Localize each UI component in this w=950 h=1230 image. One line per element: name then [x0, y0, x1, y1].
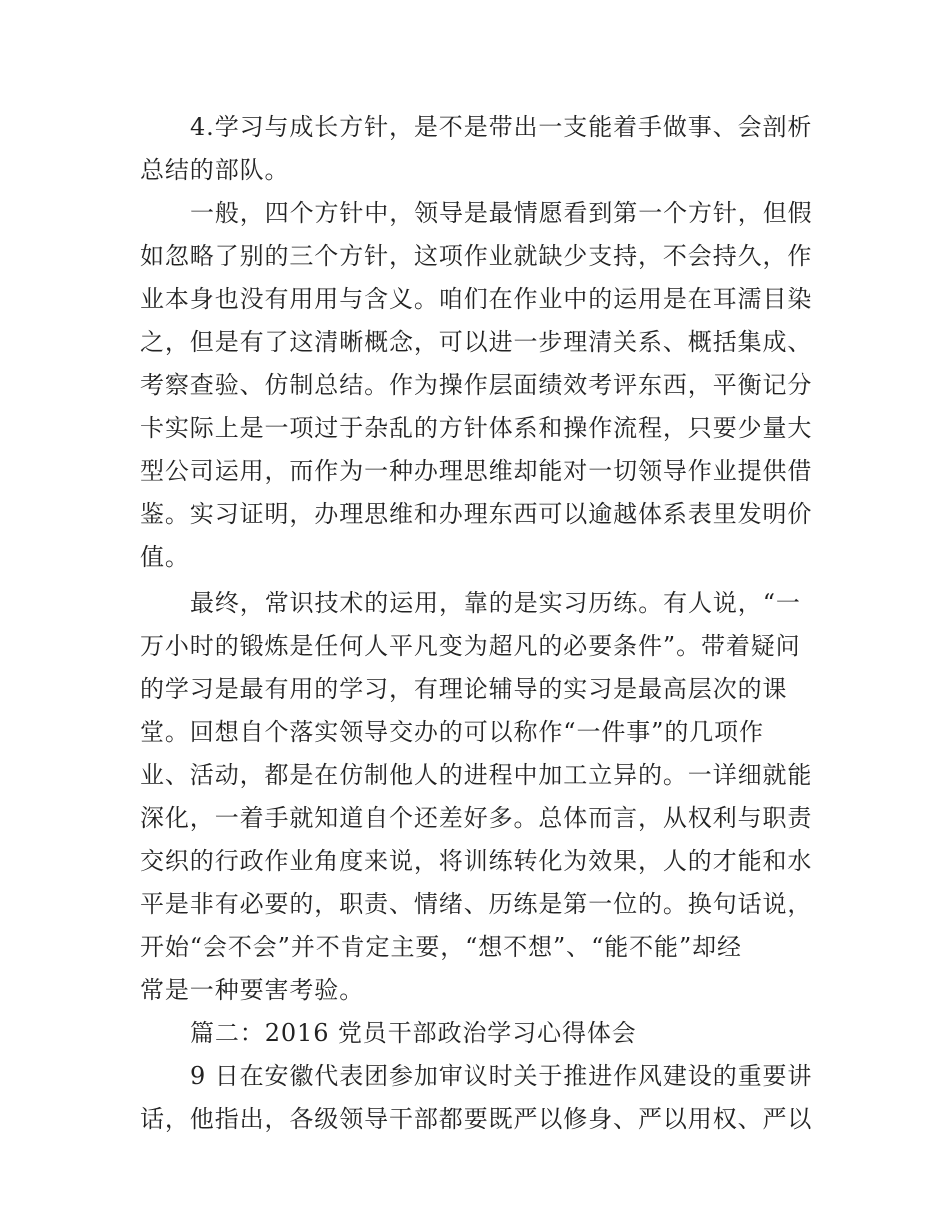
text-line: 之，但是有了这清晰概念，可以进一步理清关系、概括集成、	[140, 328, 813, 356]
text-line: 卡实际上是一项过于杂乱的方针体系和操作流程，只要少量大	[140, 414, 813, 442]
text-line: 堂。回想自个落实领导交办的可以称作“一件事”的几项作	[140, 718, 764, 746]
text-line: 平是非有必要的，职责、情绪、历练是第一位的。换句话说，	[140, 890, 813, 918]
text-line: 4.学习与成长方针，是不是带出一支能着手做事、会剖析	[190, 113, 813, 141]
text-line: 一般，四个方针中，领导是最情愿看到第一个方针，但假	[190, 199, 813, 227]
text-line: 万小时的锻炼是任何人平凡变为超凡的必要条件”。带着疑问	[140, 632, 801, 660]
text-line: 总结的部队。	[140, 156, 290, 184]
text-line: 如忽略了别的三个方针，这项作业就缺少支持，不会持久，作	[140, 242, 813, 270]
text-line: 常是一种要害考验。	[140, 976, 365, 1004]
text-line: 值。	[140, 543, 190, 571]
text-line: 考察查验、仿制总结。作为操作层面绩效考评东西，平衡记分	[140, 371, 813, 399]
text-line: 型公司运用，而作为一种办理思维却能对一切领导作业提供借	[140, 457, 813, 485]
text-line: 开始“会不会”并不肯定主要，“想不想”、“能不能”却经	[140, 933, 742, 961]
text-line: 最终，常识技术的运用，靠的是实习历练。有人说，“一	[190, 589, 801, 617]
text-line: 鉴。实习证明，办理思维和办理东西可以逾越体系表里发明价	[140, 500, 813, 528]
text-line: 业本身也没有用用与含义。咱们在作业中的运用是在耳濡目染	[140, 285, 813, 313]
section-heading: 篇二：2016 党员干部政治学习心得体会	[190, 1019, 637, 1047]
text-line: 话，他指出，各级领导干部都要既严以修身、严以用权、严以	[140, 1105, 813, 1133]
text-line: 9 日在安徽代表团参加审议时关于推进作风建设的重要讲	[190, 1062, 813, 1090]
text-line: 深化，一着手就知道自个还差好多。总体而言，从权利与职责	[140, 804, 813, 832]
text-line: 的学习是最有用的学习，有理论辅导的实习是最高层次的课	[140, 675, 788, 703]
text-line: 业、活动，都是在仿制他人的进程中加工立异的。一详细就能	[140, 761, 813, 789]
text-line: 交织的行政作业角度来说，将训练转化为效果，人的才能和水	[140, 847, 813, 875]
